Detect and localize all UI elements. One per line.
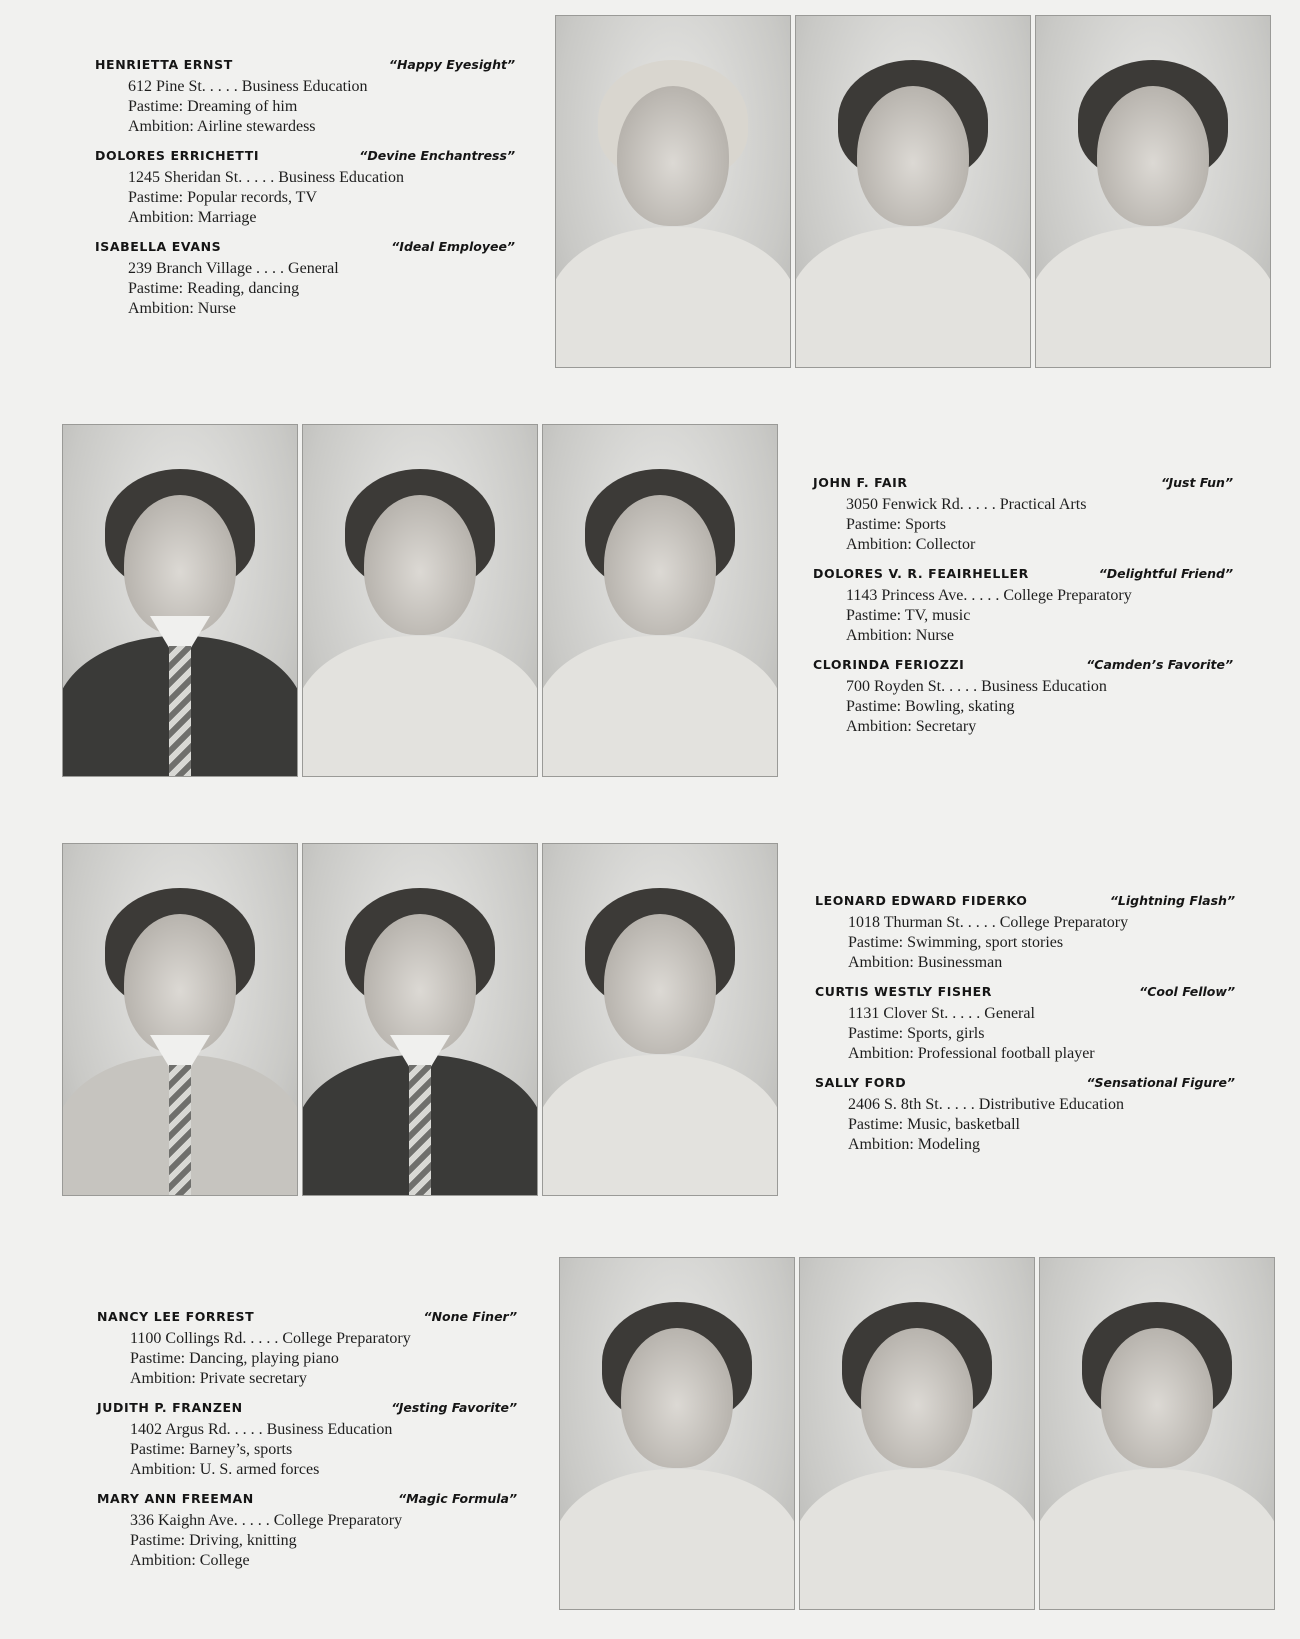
portrait-photo [799,1257,1035,1610]
senior-address: 1100 Collings Rd. . . . . College Preparatory [130,1330,411,1347]
senior-pastime: Pastime: Popular records, TV [128,189,318,206]
senior-ambition: Ambition: Nurse [846,627,954,644]
portrait-row-4 [559,1257,1275,1610]
senior-entry [815,1075,1235,1155]
senior-address: 239 Branch Village . . . . General [128,260,339,277]
portrait-photo [559,1257,795,1610]
senior-entry [97,1400,517,1480]
senior-name: LEONARD EDWARD FIDERKO [815,893,1028,908]
senior-name: SALLY FORD [815,1075,907,1090]
senior-list-2 [813,475,1233,748]
senior-address: 612 Pine St. . . . . Business Education [128,78,368,95]
senior-ambition: Ambition: Secretary [846,718,977,735]
senior-ambition: Ambition: Collector [846,536,976,553]
senior-nickname: “Delightful Friend” [1098,566,1233,581]
senior-nickname: “Magic Formula” [398,1491,517,1506]
senior-name: MARY ANN FREEMAN [97,1491,254,1506]
senior-pastime: Pastime: Sports [846,516,947,533]
senior-nickname: “Happy Eyesight” [388,57,515,72]
senior-list-4 [97,1309,517,1582]
senior-address: 2406 S. 8th St. . . . . Distributive Education [848,1096,1124,1113]
portrait-photo [795,15,1031,368]
senior-address: 1143 Princess Ave. . . . . College Preparatory [846,587,1132,604]
senior-pastime: Pastime: Sports, girls [848,1025,985,1042]
senior-ambition: Ambition: Private secretary [130,1370,307,1387]
senior-entry [815,984,1235,1064]
senior-address: 700 Royden St. . . . . Business Education [846,678,1107,695]
senior-nickname: “Sensational Figure” [1086,1075,1235,1090]
senior-name: DOLORES V. R. FEAIRHELLER [813,566,1029,581]
portrait-photo [302,424,538,777]
portrait-row-2 [62,424,778,777]
senior-name: HENRIETTA ERNST [95,57,233,72]
senior-pastime: Pastime: Barney’s, sports [130,1441,293,1458]
senior-entry [95,239,515,319]
senior-entry [813,657,1233,737]
senior-entry [95,148,515,228]
portrait-row-1 [555,15,1271,368]
senior-ambition: Ambition: Modeling [848,1136,980,1153]
senior-pastime: Pastime: TV, music [846,607,971,624]
senior-ambition: Ambition: Marriage [128,209,257,226]
portrait-photo [542,424,778,777]
portrait-photo [555,15,791,368]
senior-list-1 [95,57,515,330]
portrait-photo [1039,1257,1275,1610]
senior-entry [95,57,515,137]
portrait-photo [62,843,298,1196]
senior-nickname: “Ideal Employee” [391,239,515,254]
senior-entry [815,893,1235,973]
senior-name: NANCY LEE FORREST [97,1309,255,1324]
portrait-photo [62,424,298,777]
senior-nickname: “Just Fun” [1161,475,1233,490]
senior-address: 336 Kaighn Ave. . . . . College Preparatory [130,1512,403,1529]
senior-address: 1245 Sheridan St. . . . . Business Education [128,169,404,186]
portrait-photo [542,843,778,1196]
senior-ambition: Ambition: Nurse [128,300,236,317]
senior-name: DOLORES ERRICHETTI [95,148,260,163]
senior-pastime: Pastime: Bowling, skating [846,698,1015,715]
senior-address: 3050 Fenwick Rd. . . . . Practical Arts [846,496,1087,513]
senior-ambition: Ambition: Airline stewardess [128,118,316,135]
senior-pastime: Pastime: Dancing, playing piano [130,1350,339,1367]
senior-name: JOHN F. FAIR [813,475,908,490]
portrait-photo [1035,15,1271,368]
senior-name: ISABELLA EVANS [95,239,222,254]
portrait-row-3 [62,843,778,1196]
senior-nickname: “Jesting Favorite” [391,1400,517,1415]
senior-ambition: Ambition: Professional football player [848,1045,1095,1062]
senior-pastime: Pastime: Reading, dancing [128,280,300,297]
senior-name: CLORINDA FERIOZZI [813,657,965,672]
senior-entry [813,475,1233,555]
senior-address: 1402 Argus Rd. . . . . Business Education [130,1421,393,1438]
senior-entry [97,1309,517,1389]
senior-entry [813,566,1233,646]
senior-address: 1131 Clover St. . . . . General [848,1005,1035,1022]
senior-list-3 [815,893,1235,1166]
senior-pastime: Pastime: Dreaming of him [128,98,298,115]
senior-address: 1018 Thurman St. . . . . College Preparatory [848,914,1129,931]
senior-nickname: “Devine Enchantress” [359,148,515,163]
senior-ambition: Ambition: College [130,1552,250,1569]
senior-nickname: “Lightning Flash” [1109,893,1235,908]
senior-nickname: “None Finer” [423,1309,517,1324]
senior-nickname: “Camden’s Favorite” [1086,657,1233,672]
senior-entry [97,1491,517,1571]
senior-ambition: Ambition: Businessman [848,954,1003,971]
senior-pastime: Pastime: Music, basketball [848,1116,1020,1133]
senior-pastime: Pastime: Swimming, sport stories [848,934,1064,951]
portrait-photo [302,843,538,1196]
senior-nickname: “Cool Fellow” [1139,984,1235,999]
senior-name: JUDITH P. FRANZEN [97,1400,243,1415]
senior-pastime: Pastime: Driving, knitting [130,1532,297,1549]
senior-name: CURTIS WESTLY FISHER [815,984,993,999]
senior-ambition: Ambition: U. S. armed forces [130,1461,320,1478]
